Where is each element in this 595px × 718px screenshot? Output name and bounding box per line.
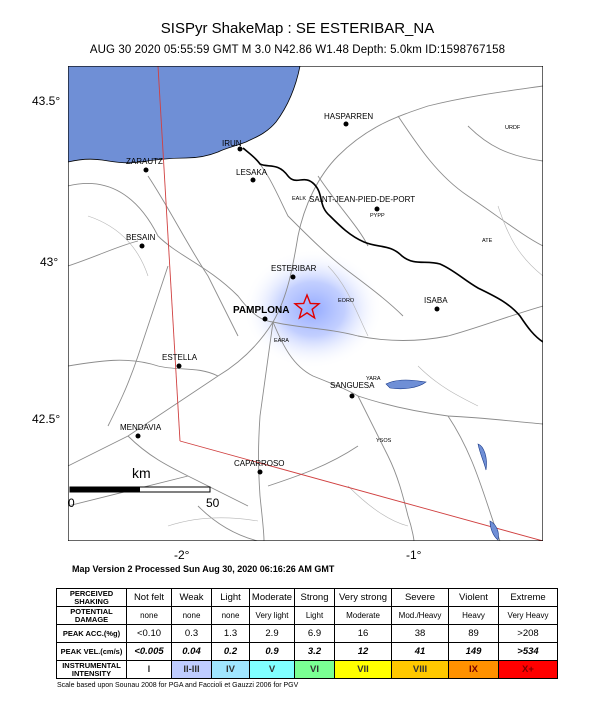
lat-label-42-5: 42.5°	[32, 412, 61, 426]
lat-label-43: 43°	[40, 255, 59, 269]
label-caparroso: CAPARROSO	[234, 459, 285, 468]
label-urdf: URDF	[505, 125, 521, 131]
intensity-cell: IX	[449, 661, 499, 679]
intensity-cell: I	[127, 661, 172, 679]
lat-label-43-5: 43.5°	[32, 94, 61, 108]
label-ealk: EALK	[292, 196, 307, 202]
label-sanguesa: SANGUESA	[330, 381, 375, 390]
label-estella: ESTELLA	[162, 353, 198, 362]
label-ate: ATE	[482, 238, 493, 244]
event-info: AUG 30 2020 05:55:59 GMT M 3.0 N42.86 W1.48 Depth: 5.0km ID:1598767158	[89, 44, 506, 56]
label-besain: BESAIN	[126, 233, 156, 242]
footnote: Scale based upon Sounau 2008 for PGA and Faccioli et Gauzzi 2006 for PGV	[57, 682, 299, 689]
label-mendavia: MENDAVIA	[120, 423, 162, 432]
intensity-legend	[56, 588, 558, 679]
label-pamplona: PAMPLONA	[233, 305, 290, 316]
map-title: SISPyr ShakeMap : SE ESTERIBAR_NA	[160, 20, 435, 37]
intensity-cell: VIII	[392, 661, 449, 679]
label-ysos: YSOS	[376, 438, 392, 444]
label-zarautz: ZARAUTZ	[126, 157, 163, 166]
map-canvas	[68, 66, 543, 541]
intensity-cell: VI	[295, 661, 335, 679]
row-intensity	[57, 661, 558, 679]
header-shaking: PERCEIVED SHAKING	[57, 589, 127, 607]
intensity-cell: V	[250, 661, 295, 679]
label-eara: EARA	[274, 338, 289, 344]
row-vel: PEAK VEL.(cm/s) <0.005 0.04 0.2 0.9 3.2 12 41 149 >534	[57, 643, 558, 661]
label-saint-jean: SAINT-JEAN-PIED-DE-PORT	[309, 195, 416, 204]
version-text: Map Version 2 Processed Sun Aug 30, 2020 06:16:26 AM GMT	[72, 564, 335, 574]
lon-label-minus-2: -2°	[174, 548, 190, 562]
row-damage: POTENTIAL DAMAGE none none none Very light Light Moderate Mod./Heavy Heavy Very Heavy	[57, 607, 558, 625]
label-lesaka: LESAKA	[236, 168, 268, 177]
label-isaba: ISABA	[424, 296, 448, 305]
header-intensity: INSTRUMENTAL INTENSITY	[57, 661, 127, 679]
label-pypp: PYPP	[370, 213, 385, 219]
row-shaking: PERCEIVED SHAKING Not felt Weak Light Moderate Strong Very strong Severe Violent Extreme	[57, 589, 558, 607]
label-yara: YARA	[366, 376, 381, 382]
label-esteribar: ESTERIBAR	[271, 264, 317, 273]
intensity-cell: IV	[212, 661, 250, 679]
scale-zero: 0	[68, 496, 75, 510]
header-damage: POTENTIAL DAMAGE	[57, 607, 127, 625]
intensity-cell: II-III	[172, 661, 212, 679]
shakemap[interactable]	[68, 66, 543, 541]
scale-fifty: 50	[206, 496, 220, 510]
intensity-cell: X+	[499, 661, 558, 679]
scale-bar	[70, 487, 210, 492]
lon-label-minus-1: -1°	[406, 548, 422, 562]
label-eoro: EORO	[338, 298, 355, 304]
label-hasparren: HASPARREN	[324, 112, 374, 121]
header-acc: PEAK ACC.(%g)	[57, 625, 127, 643]
header-vel: PEAK VEL.(cm/s)	[57, 643, 127, 661]
scale-unit: km	[132, 465, 151, 481]
row-acc: PEAK ACC.(%g) <0.10 0.3 1.3 2.9 6.9 16 38 89 >208	[57, 625, 558, 643]
label-irun: IRUN	[222, 139, 242, 148]
intensity-cell: VII	[335, 661, 392, 679]
